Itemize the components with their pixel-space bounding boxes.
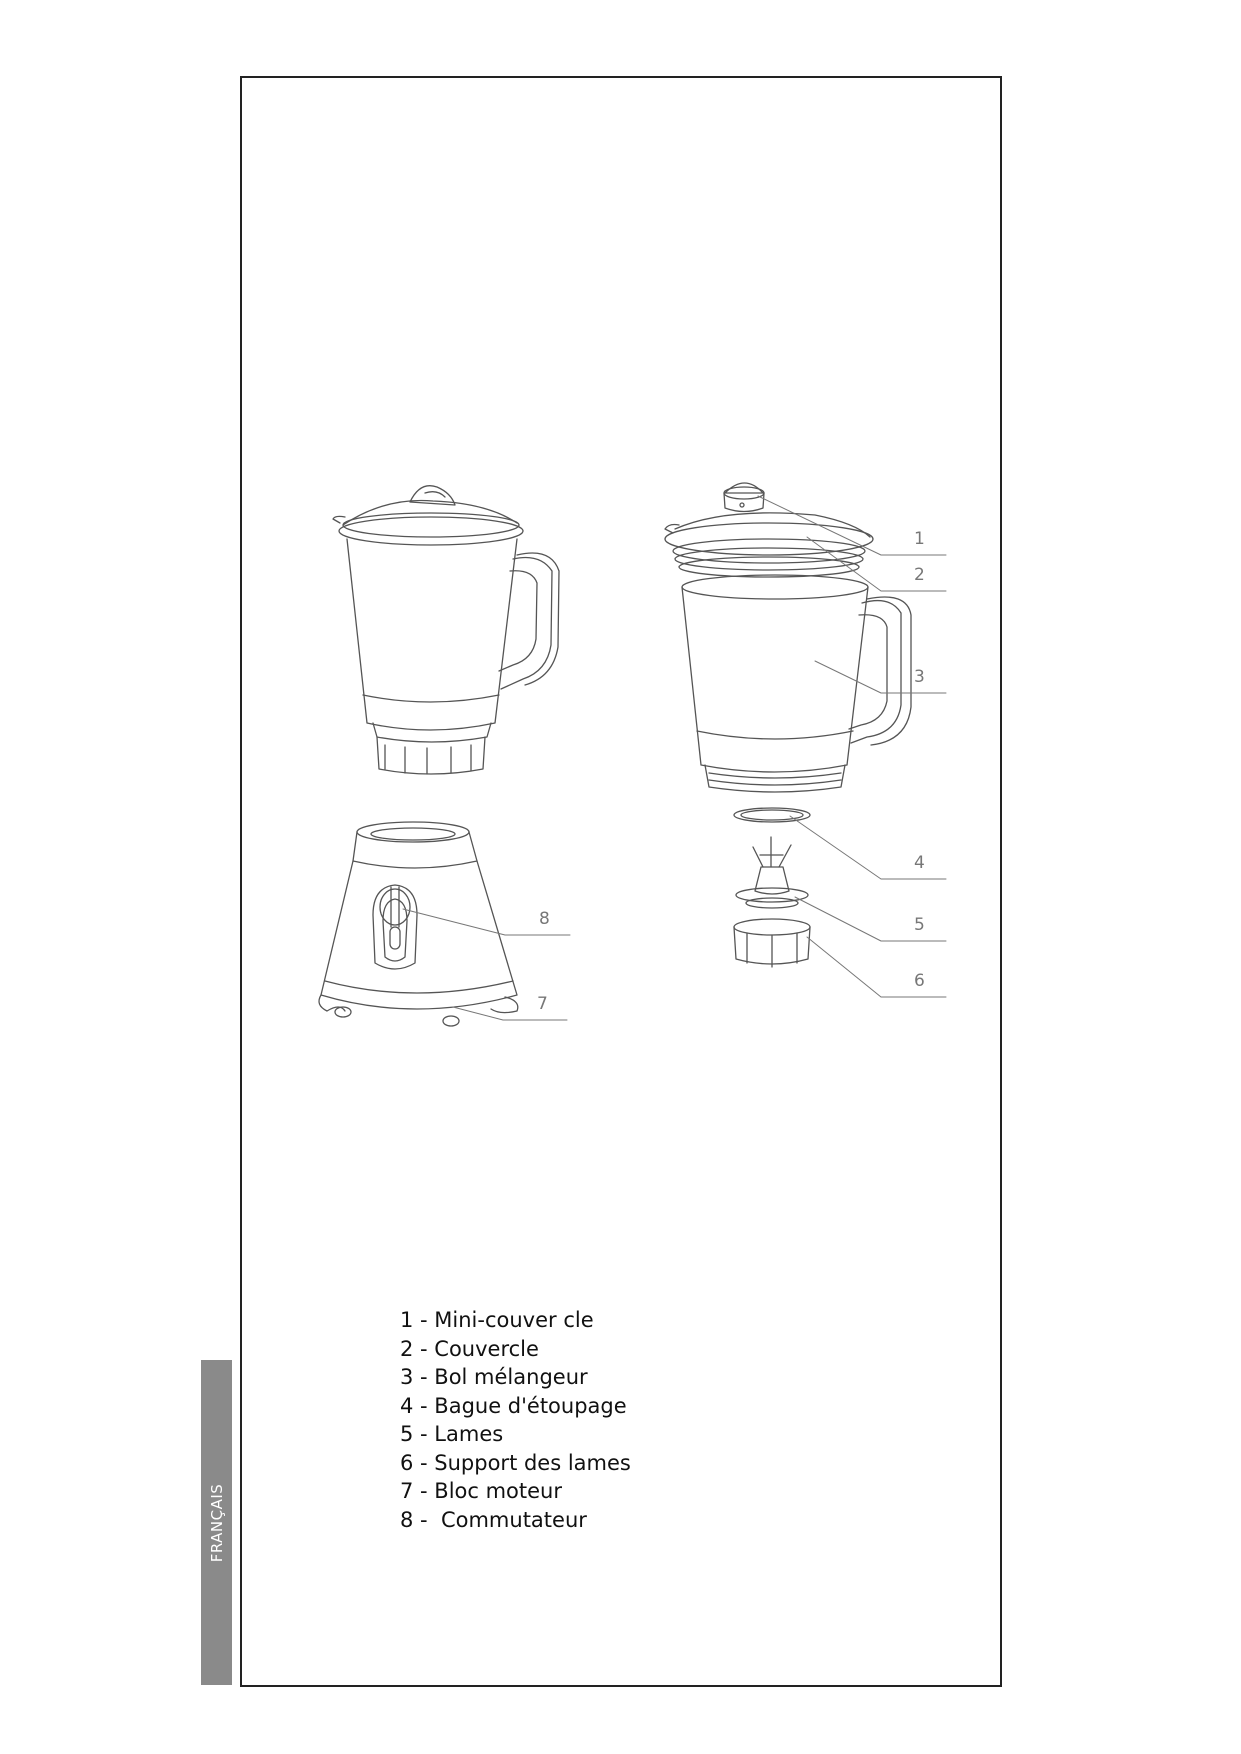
- parts-list-item: 1 - Mini-couver cle: [400, 1308, 594, 1332]
- exploded-jug-drawing: [665, 483, 911, 967]
- parts-list-item: 8 - Commutateur: [400, 1507, 587, 1532]
- parts-list-item: 7 - Bloc moteur: [400, 1479, 563, 1503]
- assembled-jug-drawing: [333, 486, 559, 774]
- callout-7: 7: [537, 994, 548, 1014]
- parts-list-item: 2 - Couvercle: [400, 1336, 539, 1361]
- callout-1: 1: [914, 529, 925, 549]
- parts-list-item: 3 - Bol mélangeur: [400, 1365, 588, 1389]
- parts-list-item: 4 - Bague d'étoupage: [400, 1393, 627, 1418]
- callout-4: 4: [914, 853, 925, 873]
- language-tab: [201, 1360, 232, 1685]
- callout-5: 5: [914, 915, 925, 935]
- motor-base-drawing: [319, 822, 518, 1026]
- parts-list-item: 6 - Support des lames: [400, 1450, 631, 1475]
- parts-list: [400, 1306, 631, 1534]
- blender-exploded-diagram: [255, 475, 960, 1080]
- callout-2: 2: [914, 565, 925, 585]
- callout-3: 3: [914, 667, 925, 687]
- language-label: FRANÇAIS: [207, 1483, 226, 1562]
- callout-8: 8: [539, 909, 550, 929]
- parts-list-item: 5 - Lames: [400, 1422, 504, 1446]
- callout-6: 6: [914, 971, 925, 991]
- callout-leaders: [403, 496, 946, 1020]
